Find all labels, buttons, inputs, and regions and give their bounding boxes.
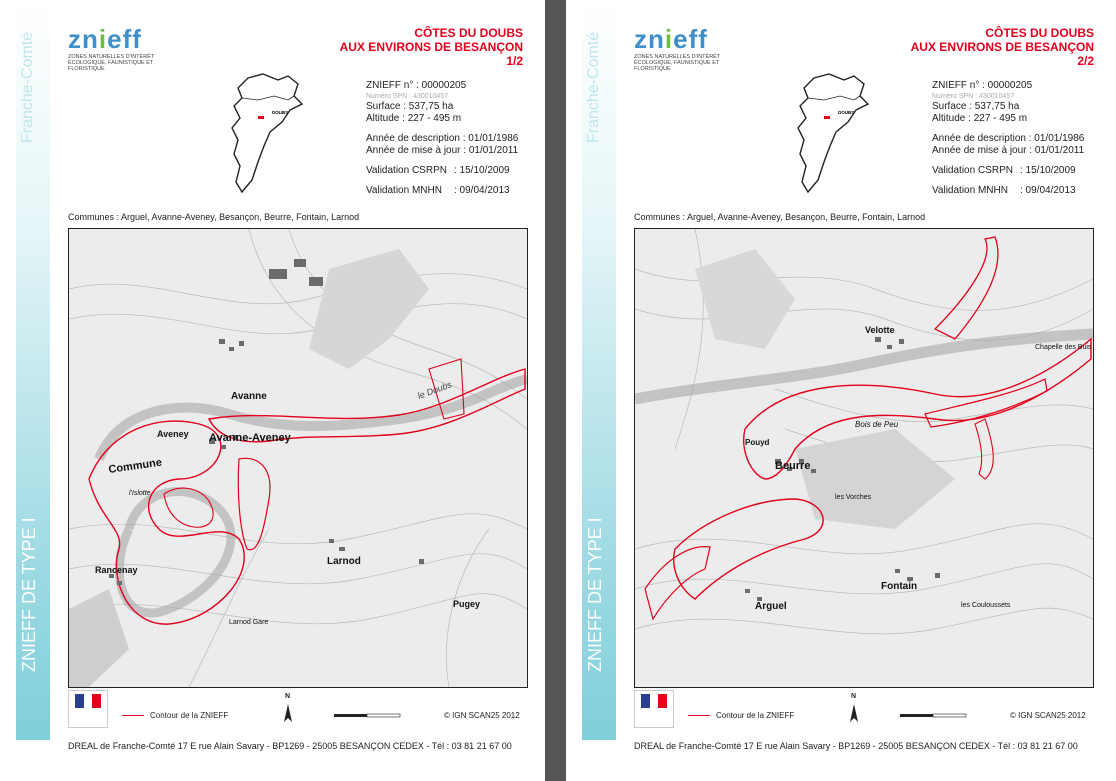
spn-number: Numéro SPN : 430010457 [366,93,449,100]
surface: Surface : 537,75 ha [932,101,1020,112]
north-label: N [285,693,291,700]
altitude: Altitude : 227 - 495 m [932,113,1028,124]
department-inset-map [794,70,872,195]
map-label-avanne: Avanne [231,391,267,402]
north-label: N [851,693,857,700]
spn-number: Numéro SPN : 430010457 [932,93,1015,100]
znieff-number: ZNIEFF n° : 00000205 [932,80,1033,91]
page-number: 1/2 [506,54,523,68]
logo-part-i: i [98,24,108,54]
znieff-logo [68,26,178,72]
validation-csrpn [366,165,518,177]
site-location-marker [258,116,264,119]
altitude: Altitude : 227 - 495 m [366,113,462,124]
map-label-larnod: Larnod [327,556,361,567]
znieff-logo [634,26,744,72]
logo-part-zn: zn [634,24,665,54]
scale-bar [332,704,402,724]
surface: Surface : 537,75 ha [366,101,454,112]
map-label-couloussets: les Couloussets [961,602,1011,609]
site-info-block [932,80,1084,197]
csrpn-label: Validation CSRPN [366,165,447,176]
map-label-doubs: le Doubs [416,379,454,401]
mnhn-label: Validation MNHN [366,185,442,196]
map-label-pugey: Pugey [453,599,481,609]
copyright: © IGN SCAN25 2012 [1010,711,1086,720]
logo-subtitle: ZONES NATURELLES D'INTÉRÊT ÉCOLOGIQUE, FAUNISTIQUE ET FLORISTIQUE [68,54,155,72]
map-label-bois-de-peu: Bois de Peu [855,420,899,429]
map-label-aveney: Aveney [157,429,189,439]
sheet-title [340,26,523,68]
validation-mnhn [932,185,1084,197]
znieff-type-label: ZNIEFF DE TYPE I [585,517,605,673]
region-label: Franche-Comté [585,31,602,143]
mnhn-value: : 09/04/2013 [454,185,510,196]
logo-part-eff: eff [107,24,142,54]
description-date: Année de description : 01/01/1986 [932,133,1085,144]
region-label: Franche-Comté [19,31,36,143]
update-date: Année de mise à jour : 01/01/2011 [366,145,519,156]
map-label-pouyd: Pouyd [745,438,770,447]
validation-csrpn [932,165,1084,177]
page-divider [545,0,566,781]
map-label-fontain: Fontain [881,581,918,592]
government-logo [634,690,674,728]
csrpn-value: : 15/10/2009 [454,165,510,176]
site-info-block [366,80,518,197]
map-sheet-1 [0,0,545,781]
znieff-type-label: ZNIEFF DE TYPE I [19,517,39,673]
map-sheet-2 [566,0,1116,781]
map-label-chapelle: Chapelle des Buis [1035,344,1092,351]
legend-bar [634,690,1094,730]
north-arrow-icon [848,696,860,724]
mnhn-label: Validation MNHN [932,185,1008,196]
logo-part-zn: zn [68,24,99,54]
map-label-arguel: Arguel [755,601,787,612]
map-label-commune: Commune [107,456,163,476]
legend-label: Contour de la ZNIEFF [716,711,795,720]
legend-bar [68,690,528,730]
site-location-marker [824,116,830,119]
government-logo [68,690,108,728]
north-arrow-icon [282,696,294,724]
map-label-avanne-aveney: Avanne-Aveney [209,432,291,444]
logo-subtitle: ZONES NATURELLES D'INTÉRÊT ÉCOLOGIQUE, FAUNISTIQUE ET FLORISTIQUE [634,54,721,72]
title-line-2: AUX ENVIRONS DE BESANÇON [339,40,523,54]
title-line-1: CÔTES DU DOUBS [985,26,1094,40]
sheet-title [911,26,1094,68]
sidebar-band [16,0,50,740]
communes-list: Communes : Arguel, Avanne-Aveney, Besançon, Beurre, Fontain, Larnod [634,212,926,222]
map-label-velotte: Velotte [865,325,895,335]
csrpn-label: Validation CSRPN [932,165,1013,176]
inset-dept-label: DOUBS [272,110,289,115]
topographic-map [634,228,1094,688]
scale-bar [898,704,968,724]
legend-red-line [688,715,710,716]
znieff-number: ZNIEFF n° : 00000205 [366,80,467,91]
update-date: Année de mise à jour : 01/01/2011 [932,145,1085,156]
title-line-2: AUX ENVIRONS DE BESANÇON [910,40,1094,54]
map-label-larnod-gare: Larnod Gare [229,619,269,626]
csrpn-value: : 15/10/2009 [1020,165,1076,176]
logo-part-eff: eff [673,24,708,54]
legend-label: Contour de la ZNIEFF [150,711,229,720]
inset-dept-label: DOUBS [838,110,855,115]
logo-part-i: i [664,24,674,54]
title-line-1: CÔTES DU DOUBS [414,26,523,40]
topographic-map [68,228,528,688]
mnhn-value: : 09/04/2013 [1020,185,1076,196]
department-inset-map [228,70,306,195]
sidebar-band [582,0,616,740]
validation-mnhn [366,185,518,197]
copyright: © IGN SCAN25 2012 [444,711,520,720]
page-number: 2/2 [1077,54,1094,68]
legend-red-line [122,715,144,716]
map-label-islotte: l'Islotte [129,490,151,497]
map-label-beurre: Beurre [775,460,811,472]
map-label-vorches: les Vorches [835,494,872,501]
footer-address: DREAL de Franche-Comté 17 E rue Alain Savary - BP1269 - 25005 BESANÇON CEDEX - Tél : 03 81 21 67 00 [68,741,512,751]
communes-list: Communes : Arguel, Avanne-Aveney, Besançon, Beurre, Fontain, Larnod [68,212,360,222]
map-label-rancenay: Rancenay [95,565,138,575]
footer-address: DREAL de Franche-Comté 17 E rue Alain Savary - BP1269 - 25005 BESANÇON CEDEX - Tél : 03 81 21 67 00 [634,741,1078,751]
description-date: Année de description : 01/01/1986 [366,133,519,144]
